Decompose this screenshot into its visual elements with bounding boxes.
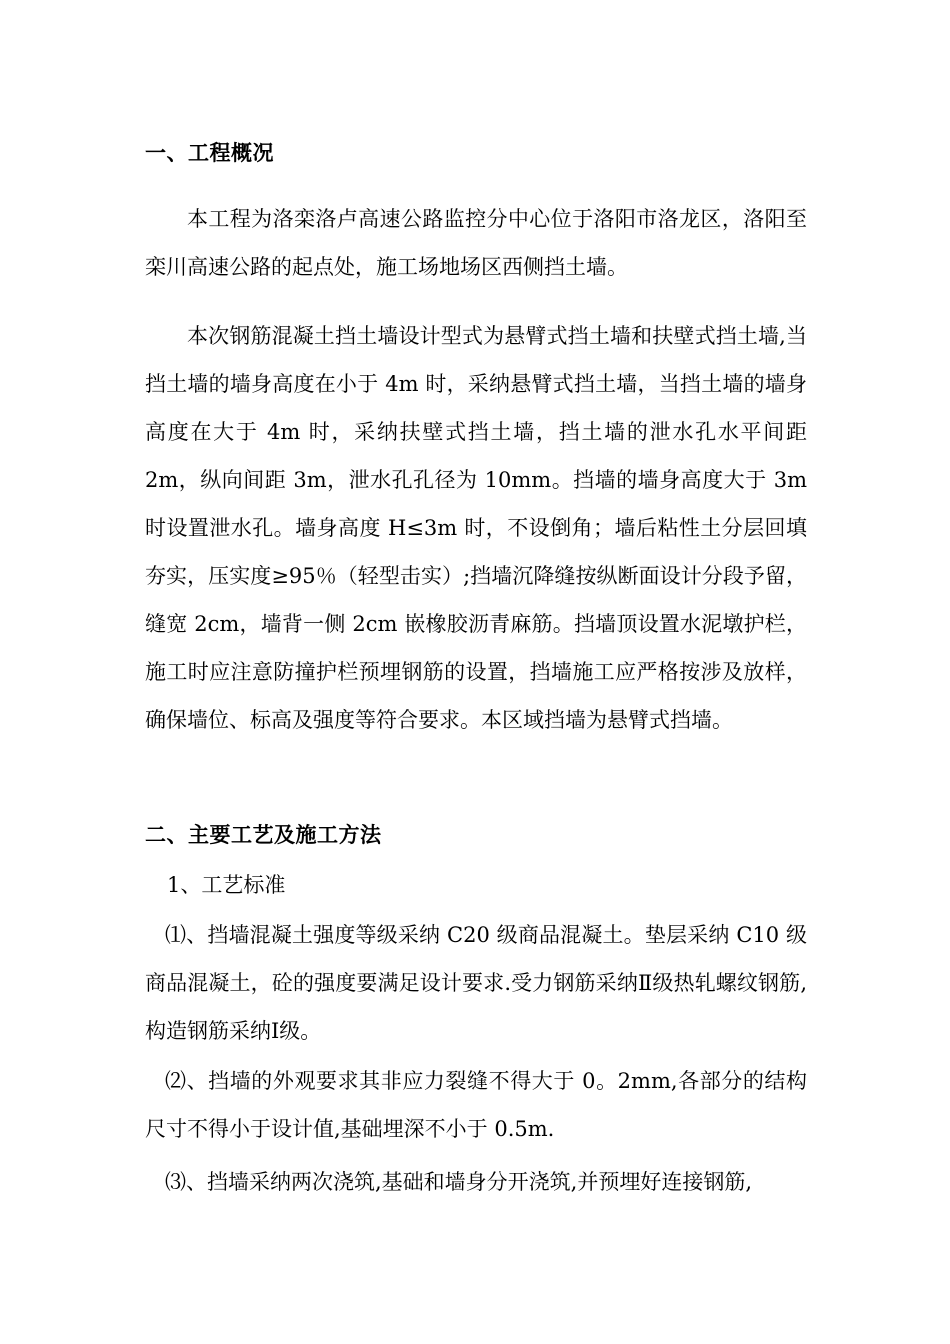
section-2-heading: 二、主要工艺及施工方法 [145, 823, 382, 847]
list-item-1: ⑴、挡墙混凝土强度等级采纳 C20 级商品混凝土。垫层采纳 C10 级商品混凝土，砼的强度要满足设计要求.受力钢筋采纳Ⅱ级热轧螺纹钢筋,构造钢筋采纳Ⅰ级。 [145, 923, 807, 1043]
list-item-2: ⑵、挡墙的外观要求其非应力裂缝不得大于 0。2mm,各部分的结构尺寸不得小于设计值,基础埋深不小于 0.5m. [145, 1069, 807, 1141]
list-item-3: ⑶、挡墙采纳两次浇筑,基础和墙身分开浇筑,并预埋好连接钢筋, [165, 1170, 753, 1194]
section-1-paragraph-2: 本次钢筋混凝土挡土墙设计型式为悬臂式挡土墙和扶壁式挡土墙,当挡土墙的墙身高度在小于 4m 时，采纳悬臂式挡土墙，当挡土墙的墙身高度在大于 4m 时，采纳扶壁式挡土墙，挡土墙的泄水孔水平间距 2m，纵向间距 3m，泄水孔孔径为 10mm。挡墙的墙身高度大于 3m 时设置泄水孔。墙身高度 H≤3m 时，不设倒角；墙后粘性土分层回填夯实，压实度≥95％（轻型击实）;挡墙沉降缝按纵断面设计分段予留，缝宽 2cm，墙背一侧 2cm 嵌橡胶沥青麻筋。挡墙顶设置水泥墩护栏，施工时应注意防撞护栏预埋钢筋的设置，挡墙施工应严格按涉及放样，确保墙位、标高及强度等符合要求。本区域挡墙为悬臂式挡墙。 [145, 324, 807, 732]
section-2-subheading: 1、工艺标准 [167, 873, 286, 897]
section-1-heading: 一、工程概况 [145, 141, 274, 165]
section-1-paragraph-1: 本工程为洛栾洛卢高速公路监控分中心位于洛阳市洛龙区，洛阳至栾川高速公路的起点处，施工场地场区西侧挡土墙。 [145, 207, 807, 279]
